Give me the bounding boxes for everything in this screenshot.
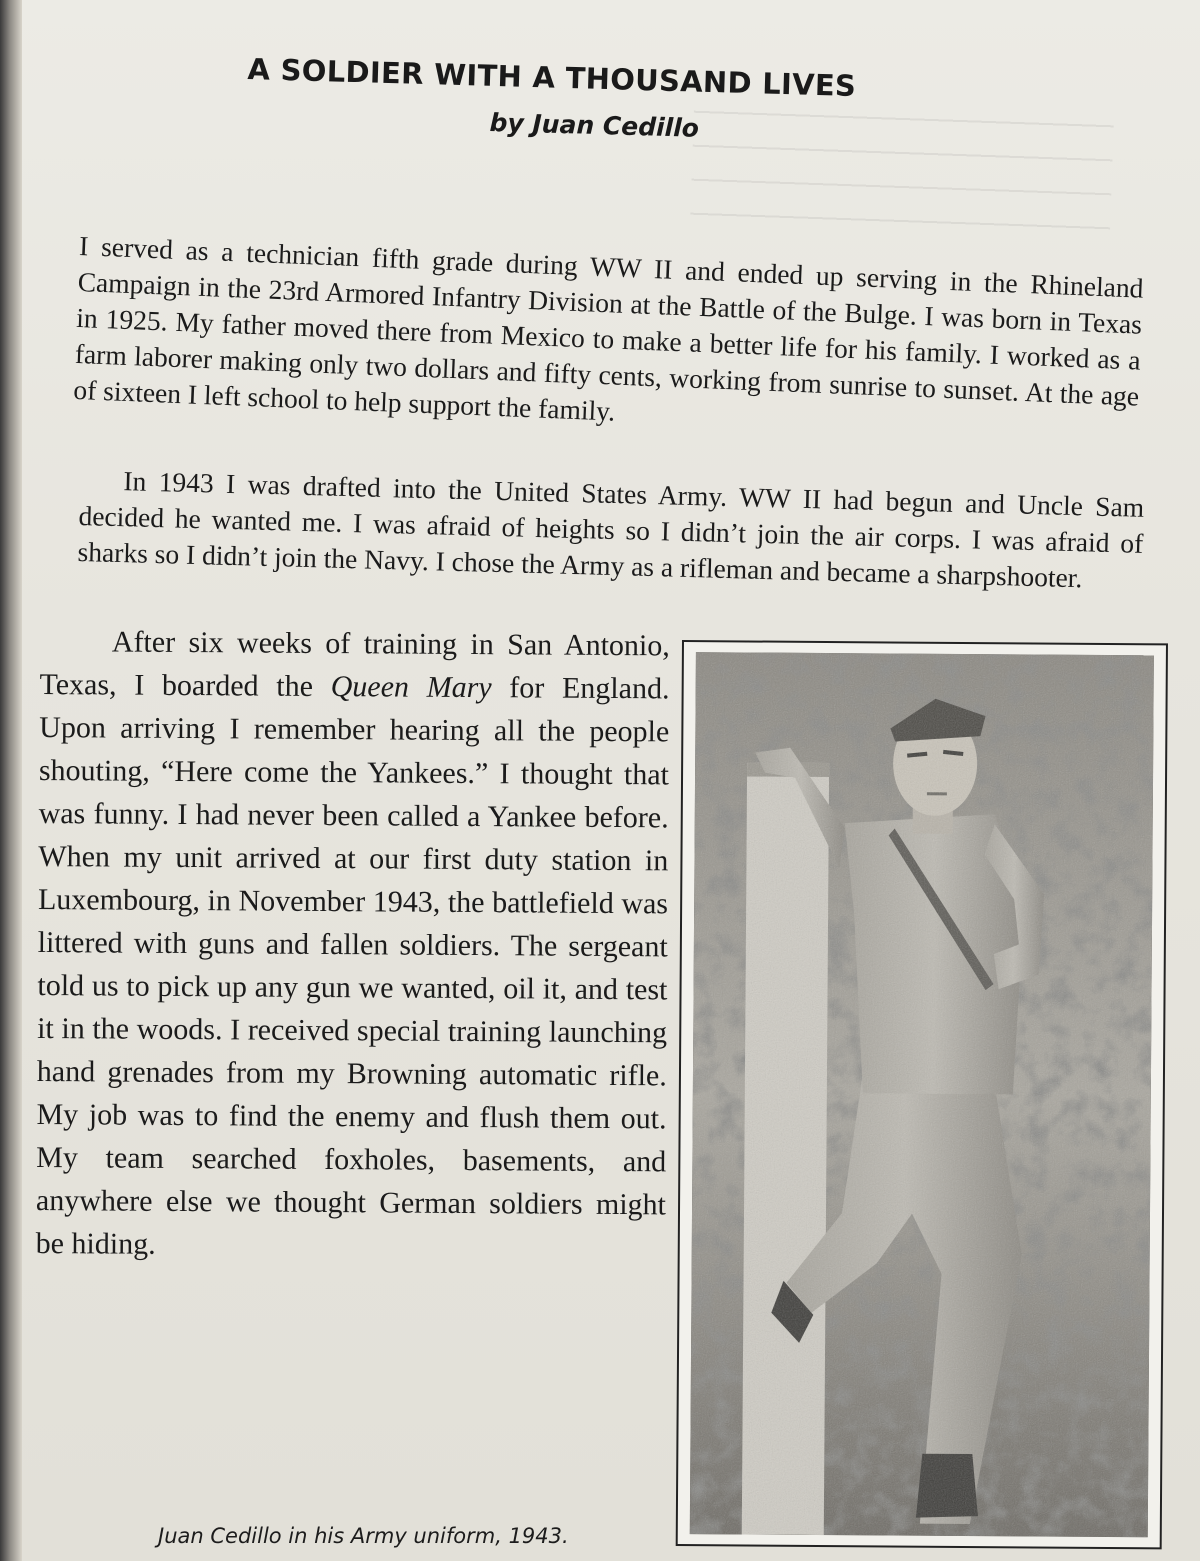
paragraph-1: I served as a technician fifth grade during WW II and ended up serving in the Rhineland Campaign in the 23rd Armored Infantry Division at the Battle of the Bulge. I was born in Texas in 1925. My father moved there from Mexico to make a better life for his family. I worked as a farm laborer making only two dollars and fifty cents, working from sunrise to sunset. At the age of sixteen I left school to help support the family. [72, 229, 1145, 427]
paragraph-3-rest: for England. Upon arriving I remember hearing all the people shouting, “Here come the Yankees.” I thought that was funny. I had never been called a Yankee before. When my unit arrived at our first duty station in Luxembourg, in November 1943, the battlefield was littered with guns and fallen soldiers. The sergeant told us to pick up any gun we wanted, oil it, and test it in the woods. I received special training launching hand grenades from my Browning automatic rifle. My job was to find the enemy and flush them out. My team searched foxholes, basements, and anywhere else we thought German soldiers might be hiding. [35, 671, 670, 1261]
article-title: A SOLDIER WITH A THOUSAND LIVES [247, 52, 857, 103]
article-byline: by Juan Cedillo [489, 108, 700, 143]
photo-frame [676, 640, 1168, 1549]
bleed-through-text [690, 93, 1115, 248]
book-page [22, 0, 1200, 1561]
paragraph-2: In 1943 I was drafted into the United States Army. WW II had begun and Uncle Sam decided he wanted me. I was afraid of heights so I didn’t join the air corps. I was afraid of sharks so I didn’t join the Navy. I chose the Army as a rifleman and became a sharpshooter. [77, 465, 1145, 594]
ship-name: Queen Mary [330, 670, 492, 705]
paragraph-3-start: After six weeks of training in San Antonio, Texas, I boarded the [39, 625, 670, 704]
paragraph-3 [35, 620, 669, 1269]
soldier-photo [690, 652, 1154, 1537]
photo-caption: Juan Cedillo in his Army uniform, 1943. [158, 1524, 569, 1548]
book-spine-shadow [0, 0, 22, 1561]
soldier-photo-image [690, 652, 1154, 1537]
